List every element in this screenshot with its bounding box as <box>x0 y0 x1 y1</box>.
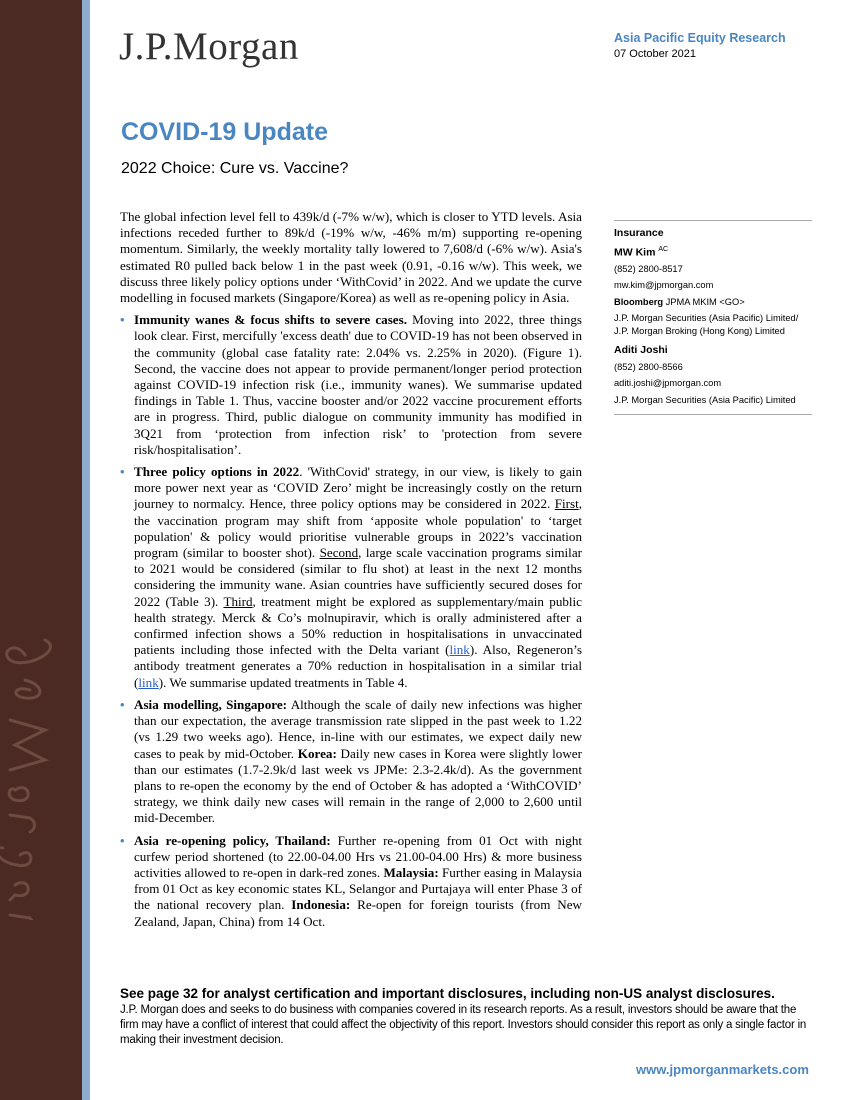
left-accent-stripe <box>82 0 90 1100</box>
bullet-icon: • <box>120 696 125 712</box>
page-subtitle: 2022 Choice: Cure vs. Vaccine? <box>121 160 349 177</box>
analyst-bloomberg <box>614 296 812 309</box>
analyst-entity: J.P. Morgan Securities (Asia Pacific) Limited <box>614 394 796 405</box>
analyst-name-text: MW Kim <box>614 246 656 258</box>
bullet-text: , treatment might be explored as supplementary/main public health strategy. Merck & Co’s molnupiravir, which is orally administered after a confirmed infection shows a 50% reduction in hospitalisations in unvaccinated patients including those infected with the Delta variant ( <box>134 593 582 658</box>
analyst-name: Aditi Joshi <box>614 344 668 356</box>
jpmorgan-logo: J.P.Morgan <box>119 25 299 68</box>
bullet-heading: Immunity wanes & focus shifts to severe cases. <box>134 312 407 328</box>
bullet-immunity <box>120 312 582 458</box>
disclosure-text: J.P. Morgan does and seeks to do business with companies covered in its research reports. As a result, investors should be aware that the firm may have a conflict of interest that could affect the objectivity of this report. Investors should consider this report as only a single factor in making their investment decision. <box>120 1004 807 1046</box>
analyst-cert-mark: AC <box>658 245 669 253</box>
bullet-text: Re-open for foreign tourists (from New Zealand, Japan, China) from 14 Oct. <box>134 897 582 929</box>
disclosure-heading: See page 32 for analyst certification and important disclosures, including non-US analyst disclosures. <box>120 986 775 1001</box>
jpmorgan-script-watermark <box>0 620 82 920</box>
bullet-icon: • <box>120 312 125 328</box>
report-date: 07 October 2021 <box>614 48 696 60</box>
bullet-text: ). Also, Regeneron’s antibody treatment generates a 70% reduction in hospitalisation in a similar trial ( <box>134 642 582 690</box>
bullet-icon: • <box>120 464 125 480</box>
bullet-subheading: Malaysia: <box>383 864 439 880</box>
bloomberg-label: Bloomberg <box>614 296 664 307</box>
bloomberg-ticker: JPMA MKIM <GO> <box>663 296 745 307</box>
analyst-email[interactable]: mw.kim@jpmorgan.com <box>614 280 714 290</box>
underlined-term: Second <box>319 545 359 561</box>
analyst-entity: J.P. Morgan Broking (Hong Kong) Limited <box>614 325 785 336</box>
underlined-term: First <box>554 496 579 512</box>
bullet-text: , the vaccination program may shift from ‘apposite whole population' to ‘target population' & policy would prioritise vulnerable groups in 2022’s vaccination program (similar to booster shot). <box>134 496 582 561</box>
bullet-text: Daily new cases in Korea were slightly lower than our estimates (1.7-2.9k/d last week vs JPMe: 2.3-2.4k/d). As the government plans to re-open the economy by the end of October & has adopted a ‘WithCOVID’ strategy, we think daily new cases will remain in the range of 2,000 to 2,600 until mid-December. <box>134 745 582 826</box>
bullet-policy-options <box>120 464 582 691</box>
bullet-text: Further re-opening from 01 Oct with night curfew period shortened (to 22.00-04.00 Hrs vs 21.00-04.00 Hrs) & more business activities allowed to re-open in dark-red zones. <box>134 832 582 880</box>
bullet-text: Although the scale of daily new infections was higher than our expectation, the average transmission rate slipped in the past week to 1.22 (vs 1.29 two weeks ago). Hence, in-line with our estimates, we expect daily new cases to peak by mid-October. <box>134 696 583 761</box>
bullet-text: . 'WithCovid' strategy, in our view, is likely to gain more power next year as ‘COVID Zero’ might be increasingly costly on the return journey to normalcy. Hence, three policy options may be considered in 2022. <box>134 464 582 512</box>
bullet-heading: Three policy options in 2022 <box>134 464 300 480</box>
regeneron-link[interactable]: link <box>138 674 159 690</box>
department-label: Asia Pacific Equity Research <box>614 31 786 45</box>
analyst-entity: J.P. Morgan Securities (Asia Pacific) Limited/ <box>614 313 799 323</box>
bullet-text: Further easing in Malaysia from 01 Oct as key economic states KL, Selangor and Purtajaya will enter Phase 3 of the national recovery plan. <box>134 864 582 913</box>
bullet-heading: Asia re-opening policy, Thailand: <box>134 832 331 848</box>
bullet-text: Moving into 2022, three things look clear. First, mercifully 'excess death' due to COVID-19 has not been observed in the community (global case fatality rate: 2.04% vs. 2.25% in 2020). (Figure 1). Second, the vaccine does not appear to provide permanent/longer period protection against COVID-19 infection risk (i.e., immunity wanes). We summarise updated findings in Table 1. Thus, vaccine booster and/or 2022 vaccine procurement efforts are in progress. Third, public dialogue on community immunity has modified in 3Q21 from ‘protection from infection risk’ to 'protection from severe risk/hospitalisation’. <box>134 312 582 457</box>
bullet-text: ). We summarise updated treatments in Table 4. <box>158 674 408 690</box>
bullet-reopening-policy <box>120 833 582 930</box>
analyst-email[interactable]: aditi.joshi@jpmorgan.com <box>614 378 722 388</box>
page-title: COVID-19 Update <box>121 118 328 146</box>
intro-paragraph: The global infection level fell to 439k/d (-7% w/w), which is closer to YTD levels. Asia infections receded further to 89k/d (-19% w/w, -46% m/m) supporting re-opening momentum. Similarly, the weekly mortality tally lowered to 7,608/d (-6% w/w). Asia's estimated R0 pulled back below 1 in the past week (0.91, -0.16 w/w). This week, we discuss three likely policy options under ‘WithCovid’ in 2022. And we update the curve modelling in focused markets (Singapore/Korea) as well as re-opening policy in Asia. <box>120 209 582 306</box>
molnupiravir-link[interactable]: link <box>449 642 470 658</box>
footer-url-link[interactable]: www.jpmorganmarkets.com <box>636 1062 809 1077</box>
bullet-heading: Asia modelling, Singapore: <box>134 696 288 712</box>
sector-heading: Insurance <box>614 227 664 239</box>
left-brand-band <box>0 0 82 1100</box>
analyst-phone: (852) 2800-8517 <box>614 263 683 274</box>
bullet-subheading: Korea: <box>297 745 337 761</box>
bullet-subheading: Indonesia: <box>291 897 351 913</box>
analyst-phone: (852) 2800-8566 <box>614 361 683 372</box>
bullet-asia-modelling <box>120 697 582 827</box>
main-body <box>120 209 582 930</box>
analyst-name <box>614 244 812 259</box>
report-header <box>614 31 786 60</box>
underlined-term: Third <box>223 593 253 609</box>
analyst-sidebar <box>614 220 812 415</box>
bullet-text: , large scale vaccination programs similar to 2021 would be considered (similar to flu shot) at least in the next 12 months considering the immunity wane. Asian countries have sufficiently secured doses for 2022 (Table 3). <box>134 545 582 609</box>
bullet-icon: • <box>120 832 125 848</box>
